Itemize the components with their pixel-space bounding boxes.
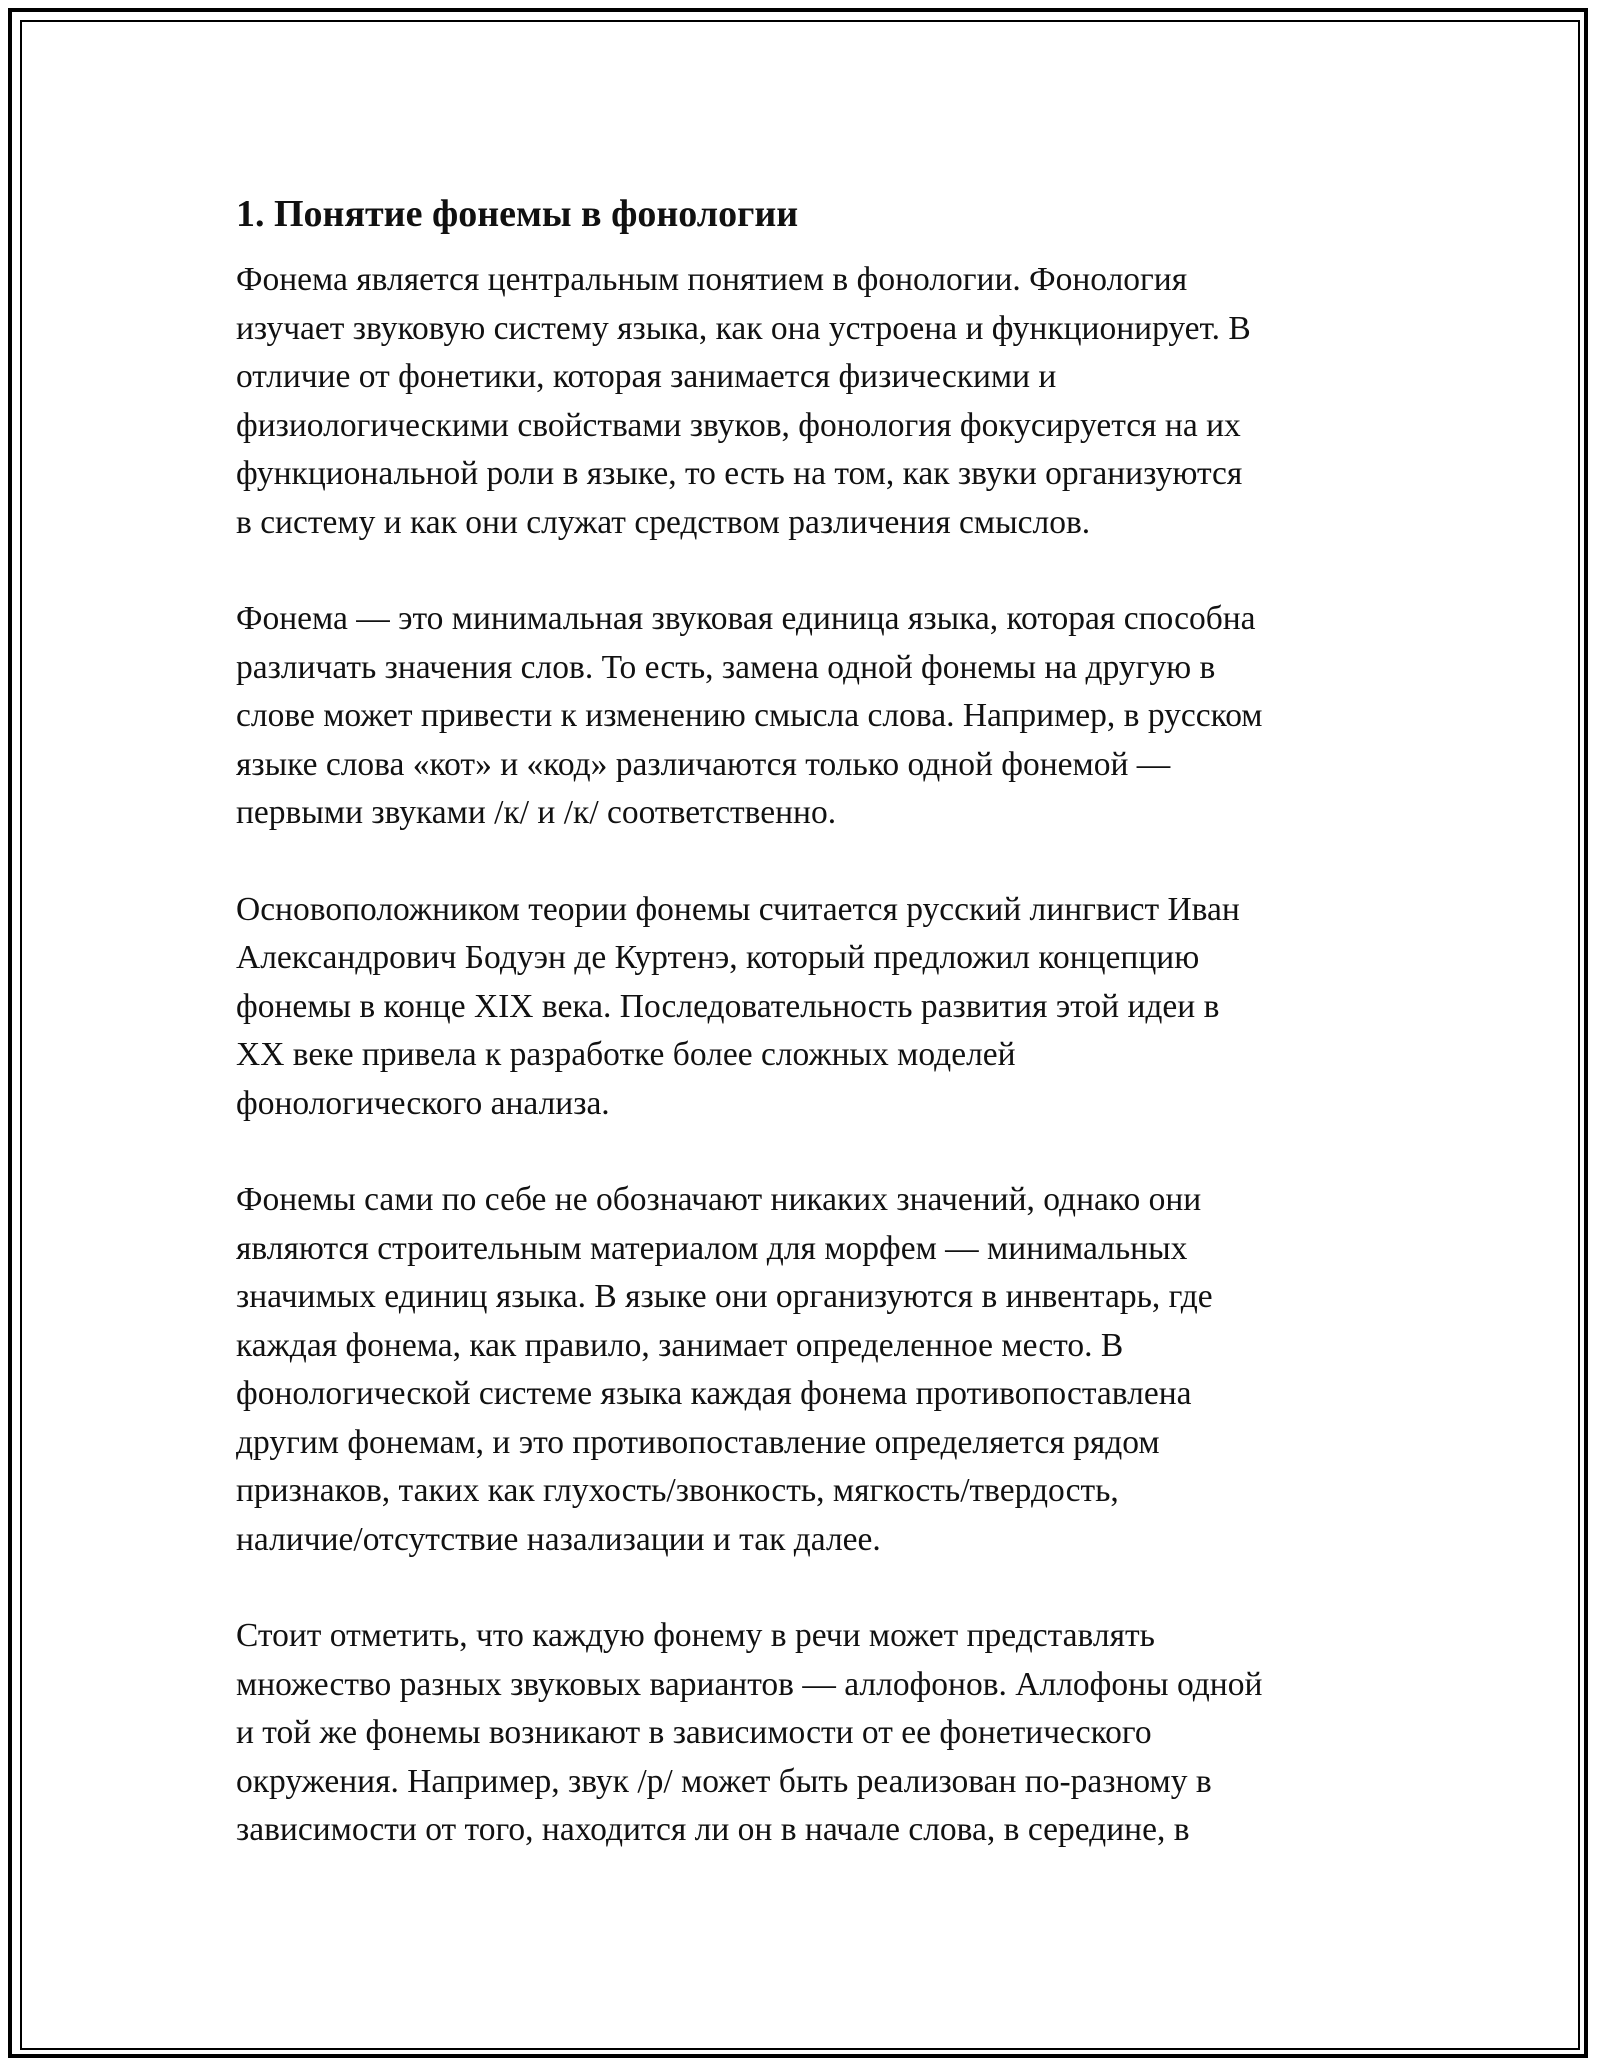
paragraph-5 bbox=[236, 1612, 1376, 1855]
text-line: изучает звуковую систему языка, как она устроена и функционирует. В bbox=[236, 309, 1251, 347]
text-line: признаков, таких как глухость/звонкость, мягкость/твердость, bbox=[236, 1472, 1119, 1509]
text-line: физиологическими свойствами звуков, фонология фокусируется на их bbox=[236, 406, 1241, 444]
text-line: XX веке привела к разработке более сложных моделей bbox=[236, 1036, 1016, 1073]
text-line: зависимости от того, находится ли он в начале слова, в середине, в bbox=[236, 1811, 1190, 1848]
text-line: Стоит отметить, что каждую фонему в речи может представлять bbox=[236, 1617, 1155, 1654]
text-line: Основоположником теории фонемы считается русский лингвист Иван bbox=[236, 890, 1240, 928]
text-line: Фонемы сами по себе не обозначают никаких значений, однако они bbox=[236, 1181, 1202, 1218]
text-line: значимых единиц языка. В языке они организуются в инвентарь, где bbox=[236, 1278, 1213, 1315]
text-line: различать значения слов. То есть, замена одной фонемы на другую в bbox=[236, 648, 1216, 686]
text-line: в систему и как они служат средством различения смыслов. bbox=[236, 503, 1091, 541]
document-page bbox=[236, 184, 1376, 1903]
text-line: функциональной роли в языке, то есть на том, как звуки организуются bbox=[236, 455, 1243, 492]
text-line: фонологической системе языка каждая фонема противопоставлена bbox=[236, 1375, 1192, 1412]
text-line: наличие/отсутствие назализации и так далее. bbox=[236, 1520, 881, 1558]
text-line: отличие от фонетики, которая занимается физическими и bbox=[236, 358, 1057, 395]
text-line: Фонема — это минимальная звуковая единица языка, которая способна bbox=[236, 600, 1256, 637]
text-line: фонологического анализа. bbox=[236, 1084, 610, 1122]
paragraph-4 bbox=[236, 1176, 1376, 1564]
text-line: Фонема является центральным понятием в фонологии. Фонология bbox=[236, 261, 1188, 298]
text-line: окружения. Например, звук /р/ может быть реализован по-разному в bbox=[236, 1762, 1212, 1800]
text-line: каждая фонема, как правило, занимает определенное место. В bbox=[236, 1326, 1124, 1364]
text-line: слове может привести к изменению смысла слова. Например, в русском bbox=[236, 697, 1263, 734]
text-line: являются строительным материалом для морфем — минимальных bbox=[236, 1229, 1188, 1267]
text-line: первыми звуками /к/ и /к/ соответственно. bbox=[236, 794, 837, 831]
text-line: и той же фонемы возникают в зависимости от ее фонетического bbox=[236, 1714, 1152, 1751]
paragraph-2 bbox=[236, 595, 1376, 838]
paragraph-3 bbox=[236, 886, 1376, 1129]
text-line: языке слова «кот» и «код» различаются только одной фонемой — bbox=[236, 745, 1171, 783]
text-line: фонемы в конце XIX века. Последовательность развития этой идеи в bbox=[236, 987, 1220, 1025]
text-line: другим фонемам, и это противопоставление определяется рядом bbox=[236, 1423, 1160, 1461]
text-line: Александрович Бодуэн де Куртенэ, который предложил концепцию bbox=[236, 939, 1200, 976]
section-heading: 1. Понятие фонемы в фонологии bbox=[236, 193, 799, 235]
text-line: множество разных звуковых вариантов — аллофонов. Аллофоны одной bbox=[236, 1665, 1263, 1703]
paragraph-1 bbox=[236, 256, 1376, 547]
